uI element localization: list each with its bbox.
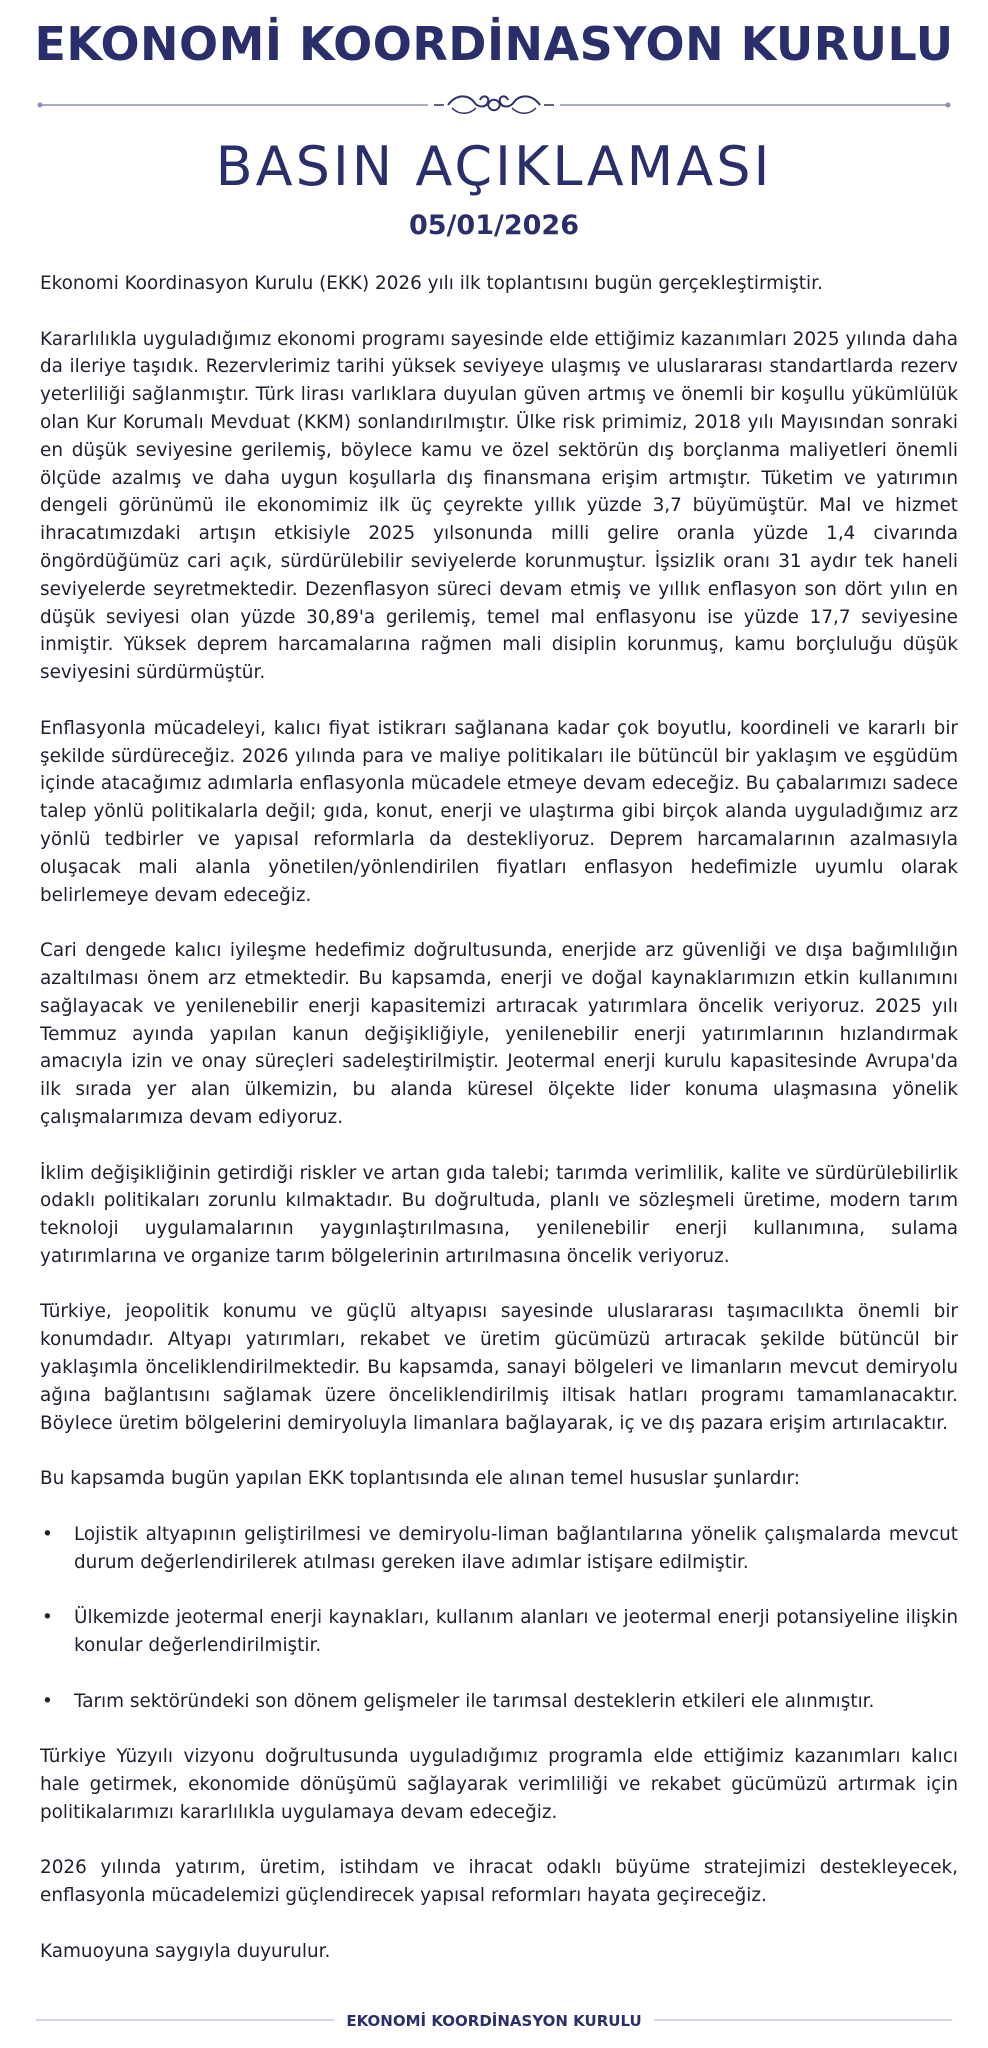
paragraph: Türkiye, jeopolitik konumu ve güçlü altyapısı sayesinde uluslararası taşımacılıkta önemli bir konumdadır. Altyapı yatırımları, rekabet ve üretim gücümüzü artıracak şekilde bütüncül bir yaklaşımla önceliklendirilmektedir. Bu kapsamda, sanayi bölgeleri ve limanların mevcut demiryolu ağına bağlantısını sağlamak üzere önceliklendirilmiş iltisak hatları programı tamamlanacaktır. Böylece üretim bölgelerini demiryoluyla limanlara bağlayarak, iç ve dış pazara erişim artırılacaktır.	[40, 1301, 958, 1434]
paragraph: Enflasyonla mücadeleyi, kalıcı fiyat istikrarı sağlanana kadar çok boyutlu, koordineli ve kararlı bir şekilde sürdüreceğiz. 2026 yılında para ve maliye politikaları ile bütüncül bir yaklaşım ve eşgüdüm içinde atacağımız adımlarla enflasyonla mücadele etmeye devam edeceğiz. Bu çabalarımızı sadece talep yönlü politikalarla değil; gıda, konut, enerji ve ulaştırma gibi birçok alanda uyguladığımız arz yönlü tedbirler ve yapısal reformlarla da destekliyoruz. Deprem harcamalarının azalmasıyla oluşacak mali alanla yönetilen/yönlendirilen fiyatları enflasyon hedefimizle uyumlu olarak belirlemeye devam edeceğiz.	[40, 717, 958, 906]
list-item-text: Tarım sektöründeki son dönem gelişmeler ile tarımsal desteklerin etkileri ele alınmıştır.	[74, 1690, 875, 1712]
closing-paragraph: Türkiye Yüzyılı vizyonu doğrultusunda uyguladığımız programla elde ettiğimiz kazanımları kalıcı hale getirmek, ekonomide dönüşümü sağlayarak verimliliği ve rekabet gücümüzü artırmak için politikalarımızı kararlılıkla uygulamaya devam edeceğiz.	[40, 1746, 958, 1823]
paragraph: Cari dengede kalıcı iyileşme hedefimiz doğrultusunda, enerjide arz güvenliği ve dışa bağımlılığın azaltılması önem arz etmektedir. Bu kapsamda, enerji ve doğal kaynaklarımızın etkin kullanımını sağlayacak ve yenilenebilir enerji kapasitemizi artıracak yatırımlara öncelik veriyoruz. 2025 yılı Temmuz ayında yapılan kanun değişikliğiyle, yenilenebilir enerji yatırımlarının hızlandırmak amacıyla izin ve onay süreçleri sadeleştirilmiştir. Jeotermal enerji kurulu kapasitesinde Avrupa'da ilk sırada yer alan ülkemizin, bu alanda küresel ölçekte lider konuma ulaşmasına yönelik çalışmalarımıza devam ediyoruz.	[40, 940, 958, 1128]
bullet-icon: •	[42, 1607, 53, 1629]
ornamental-divider	[36, 88, 952, 122]
list-intro: Bu kapsamda bugün yapılan EKK toplantısında ele alınan temel hususlar şunlardır:	[40, 1468, 800, 1490]
footer-organization	[0, 2011, 988, 2031]
organization-title: EKONOMİ KOORDİNASYON KURULU	[34, 17, 954, 71]
topics-list	[40, 1521, 958, 1716]
document-title: BASIN AÇIKLAMASI	[215, 135, 773, 198]
paragraph: İklim değişikliğinin getirdiği riskler ve artan gıda talebi; tarımda verimlilik, kalite ve sürdürülebilirlik odaklı politikaları zorunlu kılmaktadır. Bu doğrultuda, planlı ve sözleşmeli üretime, modern tarım teknoloji uygulamalarının yaygınlaştırılmasına, yenilenebilir enerji kullanımına, sulama yatırımlarına ve organize tarım bölgelerinin artırılmasına öncelik veriyoruz.	[40, 1162, 958, 1267]
list-item	[40, 1604, 958, 1660]
bullet-icon: •	[42, 1690, 53, 1712]
paragraph: Kararlılıkla uyguladığımız ekonomi programı sayesinde elde ettiğimiz kazanımları 2025 yılında daha da ileriye taşıdık. Rezervlerimiz tarihi yüksek seviyeye ulaşmış ve uluslararası standartlarda rezerv yeterliliği sağlanmıştır. Türk lirası varlıklara duyulan güven artmış ve önemli bir koşullu yükümlülük olan Kur Korumalı Mevduat (KKM) sonlandırılmıştır. Ülke risk primimiz, 2018 yılı Mayısından sonraki en düşük seviyesine gerilemiş, böylece kamu ve özel sektörün dış borçlanma maliyetleri önemli ölçüde azalmış ve daha uygun koşullarla dış finansmana erişim artmıştır. Tüketim ve yatırımın dengeli görünümü ile ekonomimiz ilk üç çeyrekte yıllık yüzde 3,7 büyümüştür. Mal ve hizmet ihracatımızdaki artışın etkisiyle 2025 yılsonunda milli gelire oranla yüzde 1,4 civarında öngördüğümüz cari açık, sürdürülebilir seviyelerde korunmuştur. İşsizlik oranı 31 aydır tek haneli seviyelerde seyretmektedir. Dezenflasyon süreci devam etmiş ve yıllık enflasyon son dört yılın en düşük seviyesi olan yüzde 30,89'a gerilemiş, temel mal enflasyonu ise yüzde 17,7 seviyesine inmiştir. Yüksek deprem harcamalarına rağmen mali disiplin korunmuş, kamu borçluluğu düşük seviyesini sürdürmüştür.	[40, 328, 958, 684]
list-item-text: Lojistik altyapının geliştirilmesi ve demiryolu-liman bağlantılarına yönelik çalışmalarda mevcut durum değerlendirilerek atılması gereken ilave adımlar istişare edilmiştir.	[74, 1523, 958, 1573]
bullet-icon: •	[42, 1523, 53, 1545]
list-item	[40, 1521, 958, 1577]
press-release-body	[40, 270, 958, 1993]
list-item-text: Ülkemizde jeotermal enerji kaynakları, kullanım alanları ve jeotermal enerji potansiyeline ilişkin konular değerlendirilmiştir.	[74, 1607, 958, 1657]
paragraph: Ekonomi Koordinasyon Kurulu (EKK) 2026 yılı ilk toplantısını bugün gerçekleştirmiştir.	[40, 273, 823, 294]
list-item	[40, 1688, 958, 1716]
sign-off: Kamuoyuna saygıyla duyurulur.	[40, 1940, 331, 1962]
footer-label: EKONOMİ KOORDİNASYON KURULU	[334, 2012, 653, 2030]
closing-paragraph: 2026 yılında yatırım, üretim, istihdam ve ihracat odaklı büyüme stratejimizi destekleyecek, enflasyonla mücadelemizi güçlendirecek yapısal reformları hayata geçireceğiz.	[40, 1857, 958, 1907]
document-date: 05/01/2026	[408, 210, 579, 241]
